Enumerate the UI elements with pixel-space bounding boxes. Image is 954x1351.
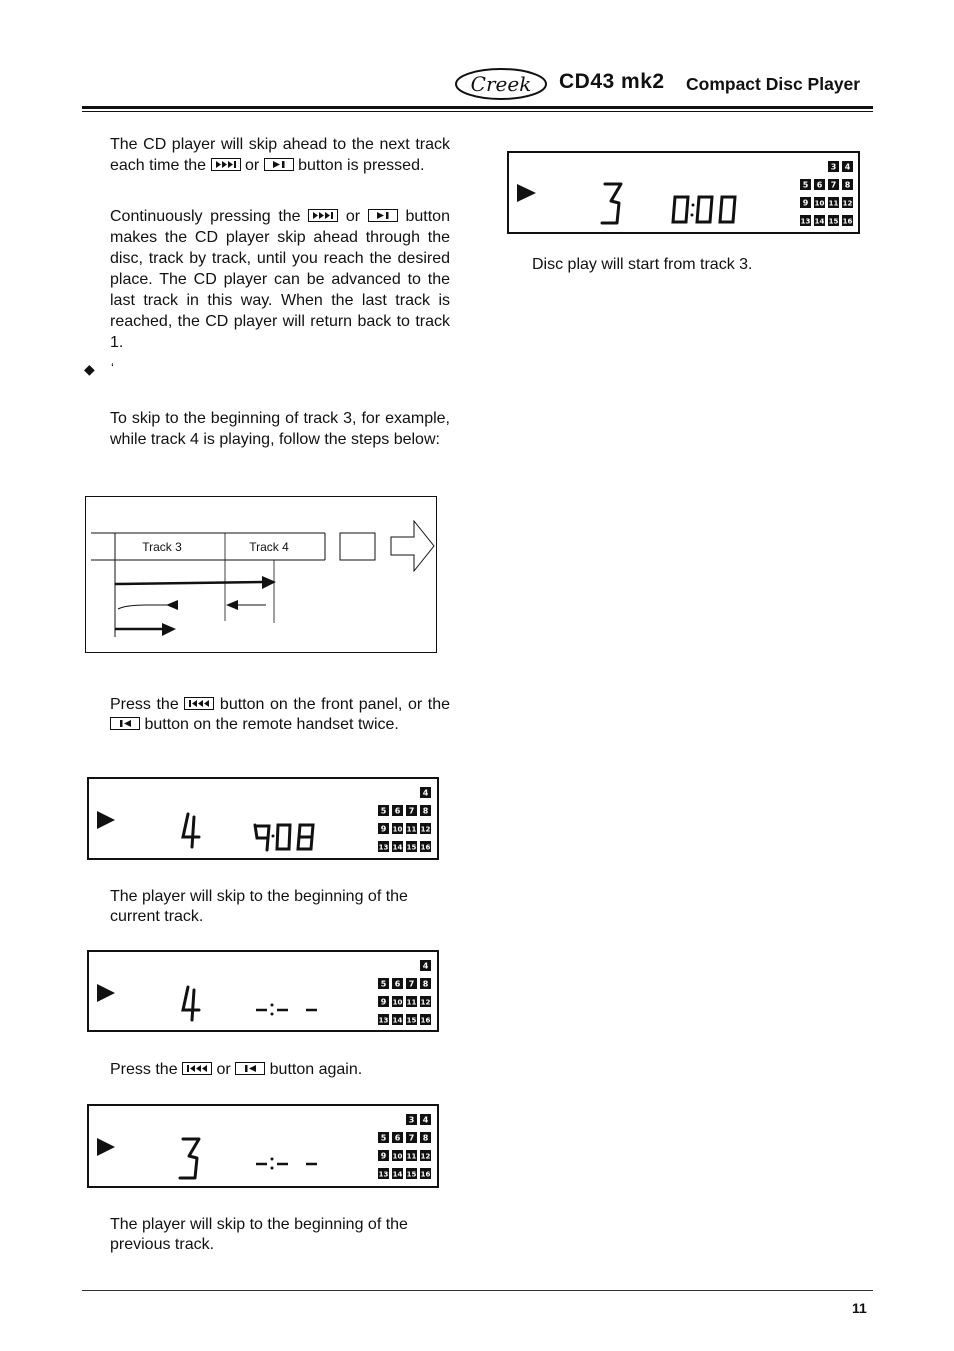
page-number: 11 bbox=[852, 1300, 867, 1316]
svg-text:4: 4 bbox=[422, 961, 429, 971]
svg-text:16: 16 bbox=[420, 1016, 431, 1025]
paragraph-previous-track: The player will skip to the beginning of the previous track. bbox=[110, 1216, 408, 1253]
remote-next-button-icon bbox=[264, 158, 294, 171]
svg-text:13: 13 bbox=[378, 843, 389, 852]
lcd-display-track3-blank bbox=[87, 1104, 439, 1188]
svg-text:8: 8 bbox=[422, 1133, 429, 1143]
svg-text:11: 11 bbox=[406, 825, 417, 834]
svg-text:11: 11 bbox=[406, 1152, 417, 1161]
svg-text:10: 10 bbox=[392, 1152, 403, 1161]
paragraph-press-again: Press the or button again. bbox=[110, 1061, 363, 1078]
svg-text:6: 6 bbox=[394, 979, 401, 989]
lcd-display-track4-blank bbox=[87, 950, 439, 1032]
play-icon bbox=[97, 811, 115, 829]
play-icon bbox=[97, 1138, 115, 1156]
paragraph-skip-back-intro: To skip to the beginning of track 3, for example, while track 4 is playing, follow the steps below: bbox=[110, 410, 450, 448]
svg-text:13: 13 bbox=[800, 217, 811, 226]
svg-text:16: 16 bbox=[420, 1170, 431, 1179]
svg-text:15: 15 bbox=[406, 1170, 417, 1179]
remote-prev-button-icon bbox=[110, 717, 140, 730]
svg-text:10: 10 bbox=[392, 825, 403, 834]
svg-text:14: 14 bbox=[392, 1170, 403, 1179]
svg-text:14: 14 bbox=[392, 843, 403, 852]
svg-text:9: 9 bbox=[380, 824, 387, 834]
svg-text:4: 4 bbox=[422, 1115, 429, 1125]
diamond-bullet-icon: ◆ bbox=[84, 361, 95, 377]
play-icon bbox=[517, 184, 536, 202]
svg-text:12: 12 bbox=[842, 199, 853, 208]
svg-text:12: 12 bbox=[420, 825, 431, 834]
paragraph-press-prev: Press the button on the front panel, or the button on the remote handset twice. bbox=[110, 696, 451, 733]
svg-text:6: 6 bbox=[816, 180, 823, 190]
track-digit-4 bbox=[183, 814, 199, 847]
paragraph-skip-ahead: The CD player will skip ahead to the next track each time the or button is pressed. bbox=[110, 136, 450, 174]
svg-text:3: 3 bbox=[830, 162, 837, 172]
play-icon bbox=[97, 984, 115, 1002]
track-calendar bbox=[378, 960, 431, 1025]
svg-text:5: 5 bbox=[380, 1133, 387, 1143]
lcd-display-track3-000 bbox=[507, 151, 860, 234]
creek-logo bbox=[455, 68, 547, 100]
svg-text:14: 14 bbox=[814, 217, 825, 226]
bullet-text: ‘ bbox=[111, 360, 114, 375]
track-skip-diagram bbox=[85, 496, 437, 653]
next-track-button-icon bbox=[211, 158, 241, 171]
svg-text:6: 6 bbox=[394, 1133, 401, 1143]
svg-text:13: 13 bbox=[378, 1170, 389, 1179]
model-name: CD43 mk2 bbox=[559, 70, 665, 93]
svg-text:16: 16 bbox=[842, 217, 853, 226]
svg-text:7: 7 bbox=[408, 806, 415, 816]
paragraph-disc-play-start: Disc play will start from track 3. bbox=[532, 256, 753, 273]
svg-text:11: 11 bbox=[406, 998, 417, 1007]
svg-text:5: 5 bbox=[380, 806, 387, 816]
svg-text:4: 4 bbox=[422, 788, 429, 798]
svg-text:7: 7 bbox=[830, 180, 837, 190]
track-calendar bbox=[378, 787, 431, 852]
svg-text:5: 5 bbox=[802, 180, 809, 190]
track-calendar bbox=[800, 161, 853, 226]
remote-next-button-icon bbox=[368, 209, 398, 222]
svg-text:15: 15 bbox=[406, 1016, 417, 1025]
remote-prev-button-icon bbox=[235, 1062, 265, 1075]
track-calendar bbox=[378, 1114, 431, 1179]
svg-text:8: 8 bbox=[844, 180, 851, 190]
svg-text:11: 11 bbox=[828, 199, 839, 208]
svg-text:7: 7 bbox=[408, 1133, 415, 1143]
footer-rule bbox=[82, 1290, 873, 1291]
prev-track-button-icon bbox=[182, 1062, 212, 1075]
svg-text:6: 6 bbox=[394, 806, 401, 816]
next-track-button-icon bbox=[308, 209, 338, 222]
prev-track-button-icon bbox=[184, 697, 214, 710]
svg-text:9: 9 bbox=[380, 1151, 387, 1161]
svg-text:9: 9 bbox=[380, 997, 387, 1007]
svg-text:15: 15 bbox=[406, 843, 417, 852]
svg-text:16: 16 bbox=[420, 843, 431, 852]
svg-text:10: 10 bbox=[392, 998, 403, 1007]
svg-text:4: 4 bbox=[844, 162, 851, 172]
track-3-label: Track 3 bbox=[142, 540, 182, 554]
svg-text:15: 15 bbox=[828, 217, 839, 226]
header-rule bbox=[82, 106, 873, 109]
svg-text:10: 10 bbox=[814, 199, 825, 208]
product-subtitle: Compact Disc Player bbox=[686, 74, 861, 94]
svg-text:5: 5 bbox=[380, 979, 387, 989]
svg-text:3: 3 bbox=[408, 1115, 415, 1125]
svg-text:13: 13 bbox=[378, 1016, 389, 1025]
svg-text:12: 12 bbox=[420, 998, 431, 1007]
svg-text:7: 7 bbox=[408, 979, 415, 989]
svg-text:12: 12 bbox=[420, 1152, 431, 1161]
header-rule-thin bbox=[82, 111, 873, 112]
svg-text:Creek: Creek bbox=[470, 72, 532, 96]
svg-text:14: 14 bbox=[392, 1016, 403, 1025]
svg-text:8: 8 bbox=[422, 806, 429, 816]
svg-text:9: 9 bbox=[802, 198, 809, 208]
lcd-display-track4-908 bbox=[87, 777, 439, 860]
svg-text:8: 8 bbox=[422, 979, 429, 989]
paragraph-continuous-skip: Continuously pressing the or button makes the CD player skip ahead through the disc, track by track, until you reach the desired place. The CD player can be advanced to the last track in this way. When the last track is reached, the CD player will return back to track 1. bbox=[110, 208, 450, 351]
paragraph-current-track: The player will skip to the beginning of the current track. bbox=[110, 888, 408, 925]
track-4-label: Track 4 bbox=[249, 540, 289, 554]
